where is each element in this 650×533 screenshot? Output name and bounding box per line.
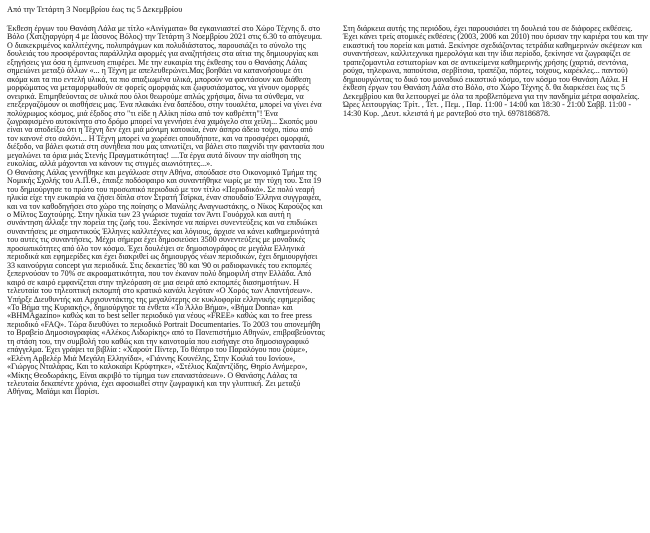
left-text-column: [7, 25, 325, 397]
exhibitions-paragraph: Στη διάρκεια αυτής της περιόδου, έχει παρουσιάσει τη δουλειά του σε διάφορες εκθέσεις. Έχει κάνει τρείς ατομικές εκθέσεις (2003, 2006 και 2010) που όρισαν την καριέρα του και την εικαστική του πορεία και ματιά. Ξεκίνησε σχεδιάζοντας τετράδια καθημερινών σκέψεων και συναντήσεων, καλλιτεχνικα ημερολόγια και την ίδια περίοδο, ξεκίνησε να ζωγραφίζει σε τραπεζομαντιλα εστιατορίων και σε αντικείμενα καθημερινής χρήσης (χαρτιά, σεντόνια, ρούχα, τηλεφωνα, παπούτσια, σερβίτσια, τραπέζια, πόρτες, τοίχους, καρέκλες... παντού) δημιουργώντας το δικό του μοναδικό εικαστικό κόσμο, τον κόσμο του Θανάση Λάλα. Η έκθεση έργων του Θανάση Λάλα στο Βόλο, στο Χώρο Τέχνης δ. θα διαρκέσει έως τις 5 Δεκεμβρίου και θα λειτουργεί με όλα τα προβλεπόμενα για την πανδημία μέτρα ασφαλείας.: [343, 24, 648, 101]
opening-hours-paragraph: Ώρες λειτουργίας: Τρίτ. , Τετ. , Πεμ. , Παρ. 11:00 - 14:00 και 18:30 - 21:00 Σαββ. 11:00 - 14:30 Κυρ. ,Δευτ. κλειστά ή με ραντεβού στο τηλ. 6978186878.: [343, 100, 632, 118]
intro-paragraph: Έκθεση έργων του Θανάση Λάλα με τίτλο «Αινίγματα» θα εγκαινιαστεί στο Χώρο Τέχνης δ. στο Βόλο (Χατζηαργύρη 4 με Ιάσονος Βόλος) την Τετάρτη 3 Νοεμβρίου 2021 στις 6.30 το απόγευμα. Ο διακεκριμένος καλλιτέχνης, πολυπράγμων και πολυδιάστατος, παρουσιάζει το σύνολο της δουλειάς του προσφέροντας παράλληλα αφορμές για αναζητήσεις στα αίτια της δημιουργίας και εξηγήσεις για όσα η έμπνευση επιφέρει. Με την ευκαιρία της έκθεσης του ο Θανάσης Λάλας σημειώνει μεταξύ άλλων «... η Τέχνη με απελευθερώνει.Μας βοηθάει να κατανοήσουμε ότι ακόμα και τα πιο εντελή υλικά, τα πιο απαξιωμένα υλικά, μπορούν να φαντάσουν και διάθεση μορφώματος να μεταμορφωθούν σε φορείς ομορφιάς και ζωφυσιάσματος, να γίνουν ομορφές ονειρικά. Επιμηθεύοντας σε υλικά που όλοι θεωρούμε απλώς χρήσιμα, δίνω τα σύνθεμα, να επεξεργαζόμουν οι αισθήσεις μας. Ένα πλακάκι ένα δαπέδου, στην τουαλέτα, μπορεί να γίνει ένα πολύχρωμος κόσμος, μιά έξοδος στο "τι είδε η Αλίκη πίσω από τον καθρέπτη"! Ένα ζωγραφισμένο αυτοκίνητο στο δρόμο μπορεί να γεννήσει ένα χαμόγελο στα χείλη... Σκοπός μου είναι να αποδείξω ότι η Τέχνη δεν έχει μιά μόνιμη κατοικία, έναν άσπρο άδειο τοίχο, πίσω από τον κανονέ στο σαλόνι... Η Τέχνη μπορεί να χωρέσει οπουδήποτε, και να προσφέρει ομορφιά, διέξοδο, να βάλει φωτιά στη συνήθεια που μας υπνωτίζει, να βάλει στο παιχνίδι την φαντασία που μεγαλώνει τα όρια μιάς Στενής Πραγματικότητας! ....Τα έργα αυτά δίνουν την αίσθηση της ευκολίας, αλλά μάχονται να κάνουν τις στιγμές αιωνιότητες...».: [7, 24, 325, 169]
biography-paragraph: Ο Θανάσης Λάλας γεννήθηκε και μεγάλωσε στην Αθήνα, σπούδασε στο Οικονομικό Τμήμα της Νομικής Σχολής του Α.Π.Θ., έπαιξε ποδόσφαιρο και συναντήθηκε νωρίς με την τύχη του. Στα 19 του δημιούργησε το πρώτο του προσωπικό περιοδικό με τον τίτλο «Περιοδικό». Σε πολύ νεαρή ηλικία είχε την ευκαιρία να ζήσει δίπλα στον Στρατή Τσίρκα, έναν σπουδαίο Έλληνα συγγραφέα, και να τον καθοδηγήσει στο χώρο της ποίησης ο Μανώλης Αναγνωστάκης, ο Νίκος Καρούζος και ο Μίλτος Σαχτούρης. Στην ηλικία των 23 γνώρισε τυχαία τον Άντι Γουόρχολ και αυτή η συνάντηση άλλαξε την πορεία της ζωής του. Ξεκίνησε να παίρνει συνεντεύξεις και να επιδιώκει συναντήσεις με σημαντικούς Έλληνες καλλιτέχνες και λόγιους, άρχισε να κάνει καθημερινότητά του αυτές τις συναντήσεις. Μέχρι σήμερα έχει δημοσιεύσει 3500 συνεντεύξεις με μοναδικές προσωπικότητες από όλο τον κόσμο. Έχει δουλέψει σε δημοσιογράφος σε μεγάλα Ελληνικά περιοδικά και εφημερίδες και έχει διακριθεί ως δημιουργός νέων περιοδικών, έχει δημιουργήσει 33 καινούργια concept για περιοδικά. Στις δεκαετίες '80 και '90 οι ραδιοφωνικές του εκπομπές ξεπερνούσαν το 70% σε ακροαματικότητα, που τον έκαναν πολύ δημοφιλή στην Ελλάδα. Από καιρό σε καιρό εμφανίζεται στην τηλεόραση σε μια σειρά από εκπομπές διασημοτήτων. Η τελευταία του τηλεοπτική εκπομπή στο κρατικό κανάλι λεγόταν «Ο Χορός των Απαντήσεων». Υπήρξε Διευθυντής και Αρχισυντάκτης της μεγαλύτερης σε κυκλοφορία ελληνικής εφημερίδας «Το Βήμα της Κυριακής», δημιούργησε τα ένθετα «Το Άλλο Βήμα», «Βήμα Donna» και «BHMAgazino» καθώς και το best seller περιοδικό για νέους «FREE» καθώς και το free press περιοδικό «FAQ». Τώρα διευθύνει το περιοδικό Portrait Documentaries. Το 2003 του απονεμήθη το Βραβείο Δημοσιογραφίας «Αλέκος Λιδωρίκης» από το Πανεπιστήμιο Αθηνών, επιβραβεύοντας τη στάση του, την συμβολή του καθώς και την καινοτομία που εισήγαγε στο δημοσιογραφικό επάγγελμα. Έχει γράψει τα βιβλία : «Χαρούτ Πίντερ, Το θέατρο του Παραλόγου που ζούμε», «Ελένη Αρβελέρ Μιά Μεγάλη Ελληνίδα», «Γιάννης Κουνέλης, Στην Κοιλιά του Ιονίου», «Γιώργος Νταλάρας, Και το καλοκαίρι Κρύφτηκε», «Στέλιος Καζαντζίδης, Θηρίο Ανήμερο», «Μίκης Θεοδωράκης, Είναι ακριβό το τίμημα των επαναστάσεων». Ο Θανάσης Λάλας τα τελευταία δεκαπέντε χρόνια, έχει αφοσιωθεί στην ζωγραφική και την γλυπτική. Ζει μεταξύ Αθήνας, Μαϊάμι και Παρίσι.: [7, 167, 325, 397]
page-header: [7, 5, 182, 15]
header-title: Από την Τετάρτη 3 Νοεμβρίου έως τις 5 Δεκεμβρίου: [7, 5, 183, 14]
right-text-column: [343, 25, 648, 118]
